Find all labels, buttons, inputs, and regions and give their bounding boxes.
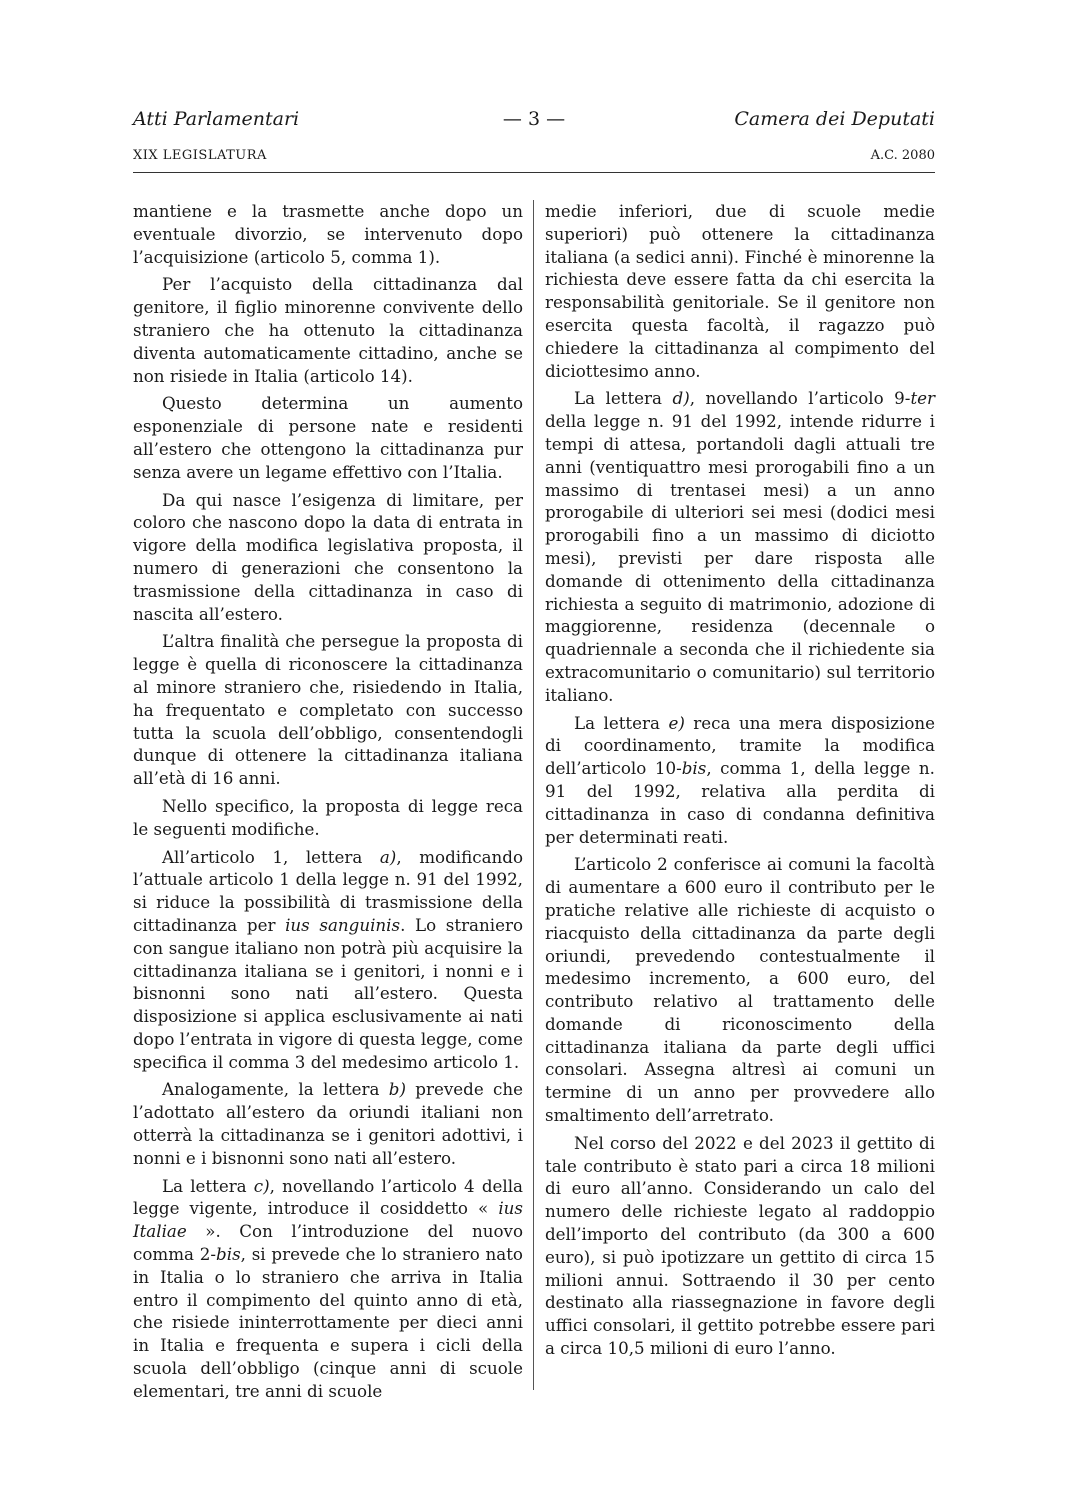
column-divider [533, 200, 534, 1390]
paragraph: medie inferiori, due di scuole medie superiori) può ottenere la cittadinanza italiana (a sedici anni). Finché è minorenne la richiesta deve essere fatta da chi esercita la responsabilità genitoriale. Se il genitore non esercita questa facoltà, il ragazzo può chiedere la cittadinanza al compimento del diciottesimo anno. [545, 201, 935, 381]
paragraph: Per l’acquisto della cittadinanza dal genitore, il figlio minorenne convivente dello straniero che ha ottenuto la cittadinanza diventa automaticamente cittadino, anche se non risiede in Italia (articolo 14). [133, 274, 523, 386]
paragraph: L’articolo 2 conferisce ai comuni la facoltà di aumentare a 600 euro il contributo per le pratiche relative alle richieste di acquisto o riacquisto della cittadinanza da parte degli oriundi, prevedendo contestualmente il medesimo incremento, a 600 euro, del contributo relativo al trattamento delle domande di riconoscimento della cittadinanza italiana da parte degli uffici consolari. Assegna altresì ai comuni un termine di un anno per provvedere allo smaltimento dell’arretrato. [545, 854, 935, 1126]
page-subheader [133, 148, 935, 168]
page-number: — 3 — [502, 108, 566, 130]
header-chamber: Camera dei Deputati [734, 108, 935, 130]
paragraph: Questo determina un aumento esponenziale di persone nate e residenti all’estero che ottengono la cittadinanza pur senza avere un legame effettivo con l’Italia. [133, 393, 523, 482]
paragraph: La lettera e) reca una mera disposizione di coordinamento, tramite la modifica dell’articolo 10-bis, comma 1, della legge n. 91 del 1992, relativa alla perdita di cittadinanza in caso di condanna definitiva per determinati reati. [545, 712, 935, 847]
left-column [133, 200, 523, 1408]
paragraph: L’altra finalità che persegue la proposta di legge è quella di riconoscere la cittadinanza al minore straniero che, risiedendo in Italia, ha frequentato e completato con successo tutta la scuola dell’obbligo, consentendogli dunque di ottenere la cittadinanza italiana all’età di 16 anni. [133, 631, 523, 789]
legislature-label: XIX LEGISLATURA [133, 148, 267, 163]
paragraph: La lettera d), novellando l’articolo 9-ter della legge n. 91 del 1992, intende ridurre i tempi di attesa, portandoli dagli attuali tre anni (ventiquattro mesi prorogabili fino a un massimo di trentasei mesi) a un anno prorogabile di ulteriori sei mesi (dodici mesi prorogabili fino a un massimo di diciotto mesi), previsti per dare risposta alle domande di ottenimento della cittadinanza richiesta a seguito di matrimonio, adozione di maggiorenne, residenza (decennale o quadriennale a seconda che il richiedente sia extracomunitario o comunitario) sul territorio italiano. [545, 388, 935, 705]
paragraph: Analogamente, la lettera b) prevede che l’adottato all’estero da oriundi italiani non otterrà la cittadinanza se i genitori adottivi, i nonni e i bisnonni sono nati all’estero. [133, 1079, 523, 1168]
page-header [133, 108, 935, 138]
header-publication: Atti Parlamentari [133, 108, 300, 130]
paragraph: mantiene e la trasmette anche dopo un eventuale divorzio, se intervenuto dopo l’acquisizione (articolo 5, comma 1). [133, 201, 523, 267]
header-rule [133, 172, 935, 173]
right-column [545, 200, 935, 1365]
document-code: A.C. 2080 [870, 148, 935, 163]
paragraph: All’articolo 1, lettera a), modificando l’attuale articolo 1 della legge n. 91 del 1992, si riduce la possibilità di trasmissione della cittadinanza per ius sanguinis. Lo straniero con sangue italiano non potrà più acquisire la cittadinanza italiana se i genitori, i nonni e i bisnonni sono nati all’estero. Questa disposizione si applica esclusivamente ai nati dopo l’entrata in vigore di questa legge, come specifica il comma 3 del medesimo articolo 1. [133, 846, 523, 1072]
paragraph: Da qui nasce l’esigenza di limitare, per coloro che nascono dopo la data di entrata in vigore della modifica legislativa proposta, il numero di generazioni che consentono la trasmissione della cittadinanza in caso di nascita all’estero. [133, 489, 523, 624]
paragraph: Nello specifico, la proposta di legge reca le seguenti modifiche. [133, 795, 523, 839]
paragraph: La lettera c), novellando l’articolo 4 della legge vigente, introduce il cosiddetto « ius Italiae ». Con l’introduzione del nuovo comma 2-bis, si prevede che lo straniero nato in Italia o lo straniero che arriva in Italia entro il compimento del quinto anno di età, che risiede ininterrottamente per dieci anni in Italia e frequenta e supera i cicli della scuola dell’obbligo (cinque anni di scuole elementari, tre anni di scuole [133, 1175, 523, 1401]
paragraph: Nel corso del 2022 e del 2023 il gettito di tale contributo è stato pari a circa 18 milioni di euro all’anno. Considerando un calo del numero delle richieste legato al raddoppio dell’importo del contributo (da 300 a 600 euro), si può ipotizzare un gettito di circa 15 milioni annui. Sottraendo il 30 per cento destinato alla riassegnazione in favore degli uffici consolari, il gettito potrebbe essere pari a circa 10,5 milioni di euro l’anno. [545, 1132, 935, 1359]
